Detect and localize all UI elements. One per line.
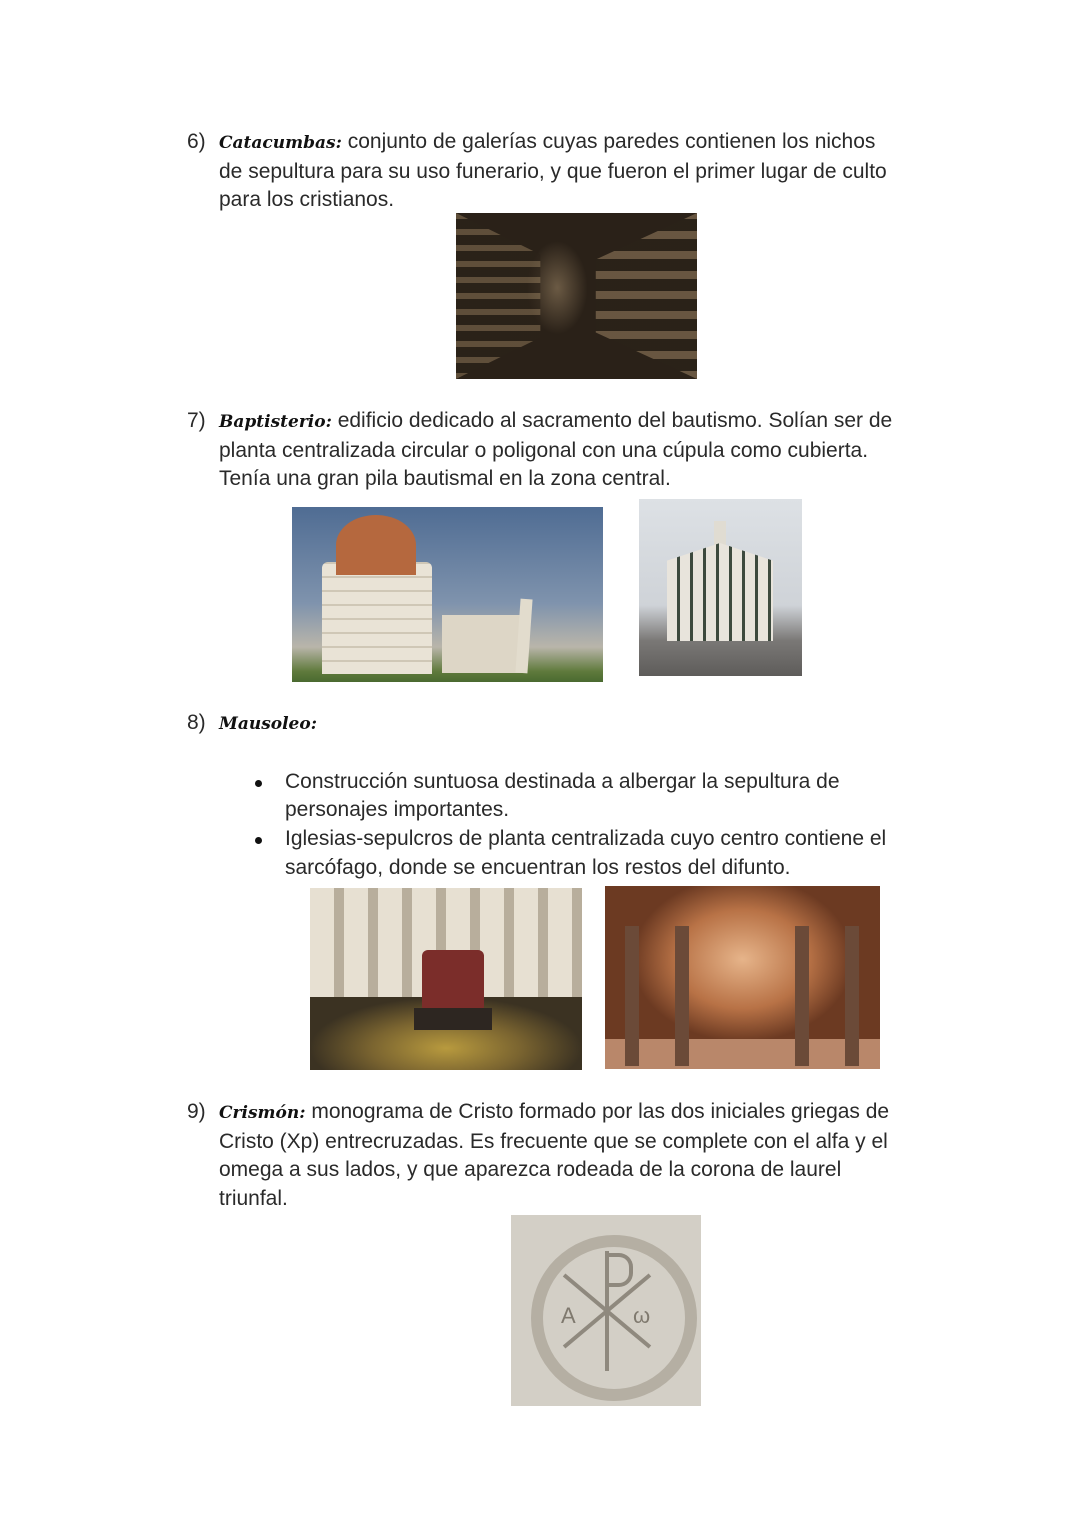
definition-line: Tenía una gran pila bautismal en la zona central. — [219, 467, 671, 491]
term: Baptisterio: — [219, 412, 332, 432]
napoleon-tomb-photo — [310, 888, 582, 1070]
florence-baptistery-photo — [639, 499, 802, 676]
item-baptisterio — [187, 407, 947, 494]
definition-line: monograma de Cristo formado por las dos iniciales griegas de — [311, 1100, 890, 1123]
item-number: 8) — [187, 711, 206, 734]
term: Mausoleo: — [219, 714, 317, 734]
item-mausoleo — [187, 709, 947, 883]
item-number: 7) — [187, 409, 206, 432]
bullet-line: Construcción suntuosa destinada a albergar la sepultura de — [285, 769, 840, 793]
item-catacumbas — [187, 128, 947, 215]
definition-line: omega a sus lados, y que aparezca rodeada de la corona de laurel — [219, 1158, 842, 1182]
definition-line: conjunto de galerías cuyas paredes contienen los nichos — [347, 130, 876, 153]
definition-line: para los cristianos. — [219, 188, 395, 212]
item-number: 6) — [187, 130, 206, 153]
list-item — [187, 768, 947, 825]
definition-line: planta centralizada circular o poligonal con una cúpula como cubierta. — [219, 438, 869, 462]
item-number: 9) — [187, 1100, 206, 1123]
list-item — [187, 825, 947, 882]
pisa-baptistery-photo — [292, 507, 603, 682]
definition-line: edificio dedicado al sacramento del bautismo. Solían ser de — [337, 409, 893, 432]
catacombs-photo — [456, 213, 697, 379]
bullet-list — [187, 768, 947, 883]
term: Catacumbas: — [219, 133, 342, 153]
mausoleum-interior-photo — [605, 886, 880, 1069]
definition-line: triunfal. — [219, 1187, 288, 1211]
definition-line: de sepultura para su uso funerario, y que fueron el primer lugar de culto — [219, 159, 887, 183]
item-crismon — [187, 1098, 947, 1214]
chrismon-relief-photo: Α ω — [511, 1215, 701, 1406]
bullet-line: personajes importantes. — [285, 798, 510, 822]
term: Crismón: — [219, 1103, 306, 1123]
definition-line: Cristo (Xp) entrecruzadas. Es frecuente que se complete con el alfa y el — [219, 1129, 888, 1153]
bullet-line: sarcófago, donde se encuentran los restos del difunto. — [285, 855, 791, 879]
bullet-line: Iglesias-sepulcros de planta centralizada cuyo centro contiene el — [285, 827, 887, 851]
